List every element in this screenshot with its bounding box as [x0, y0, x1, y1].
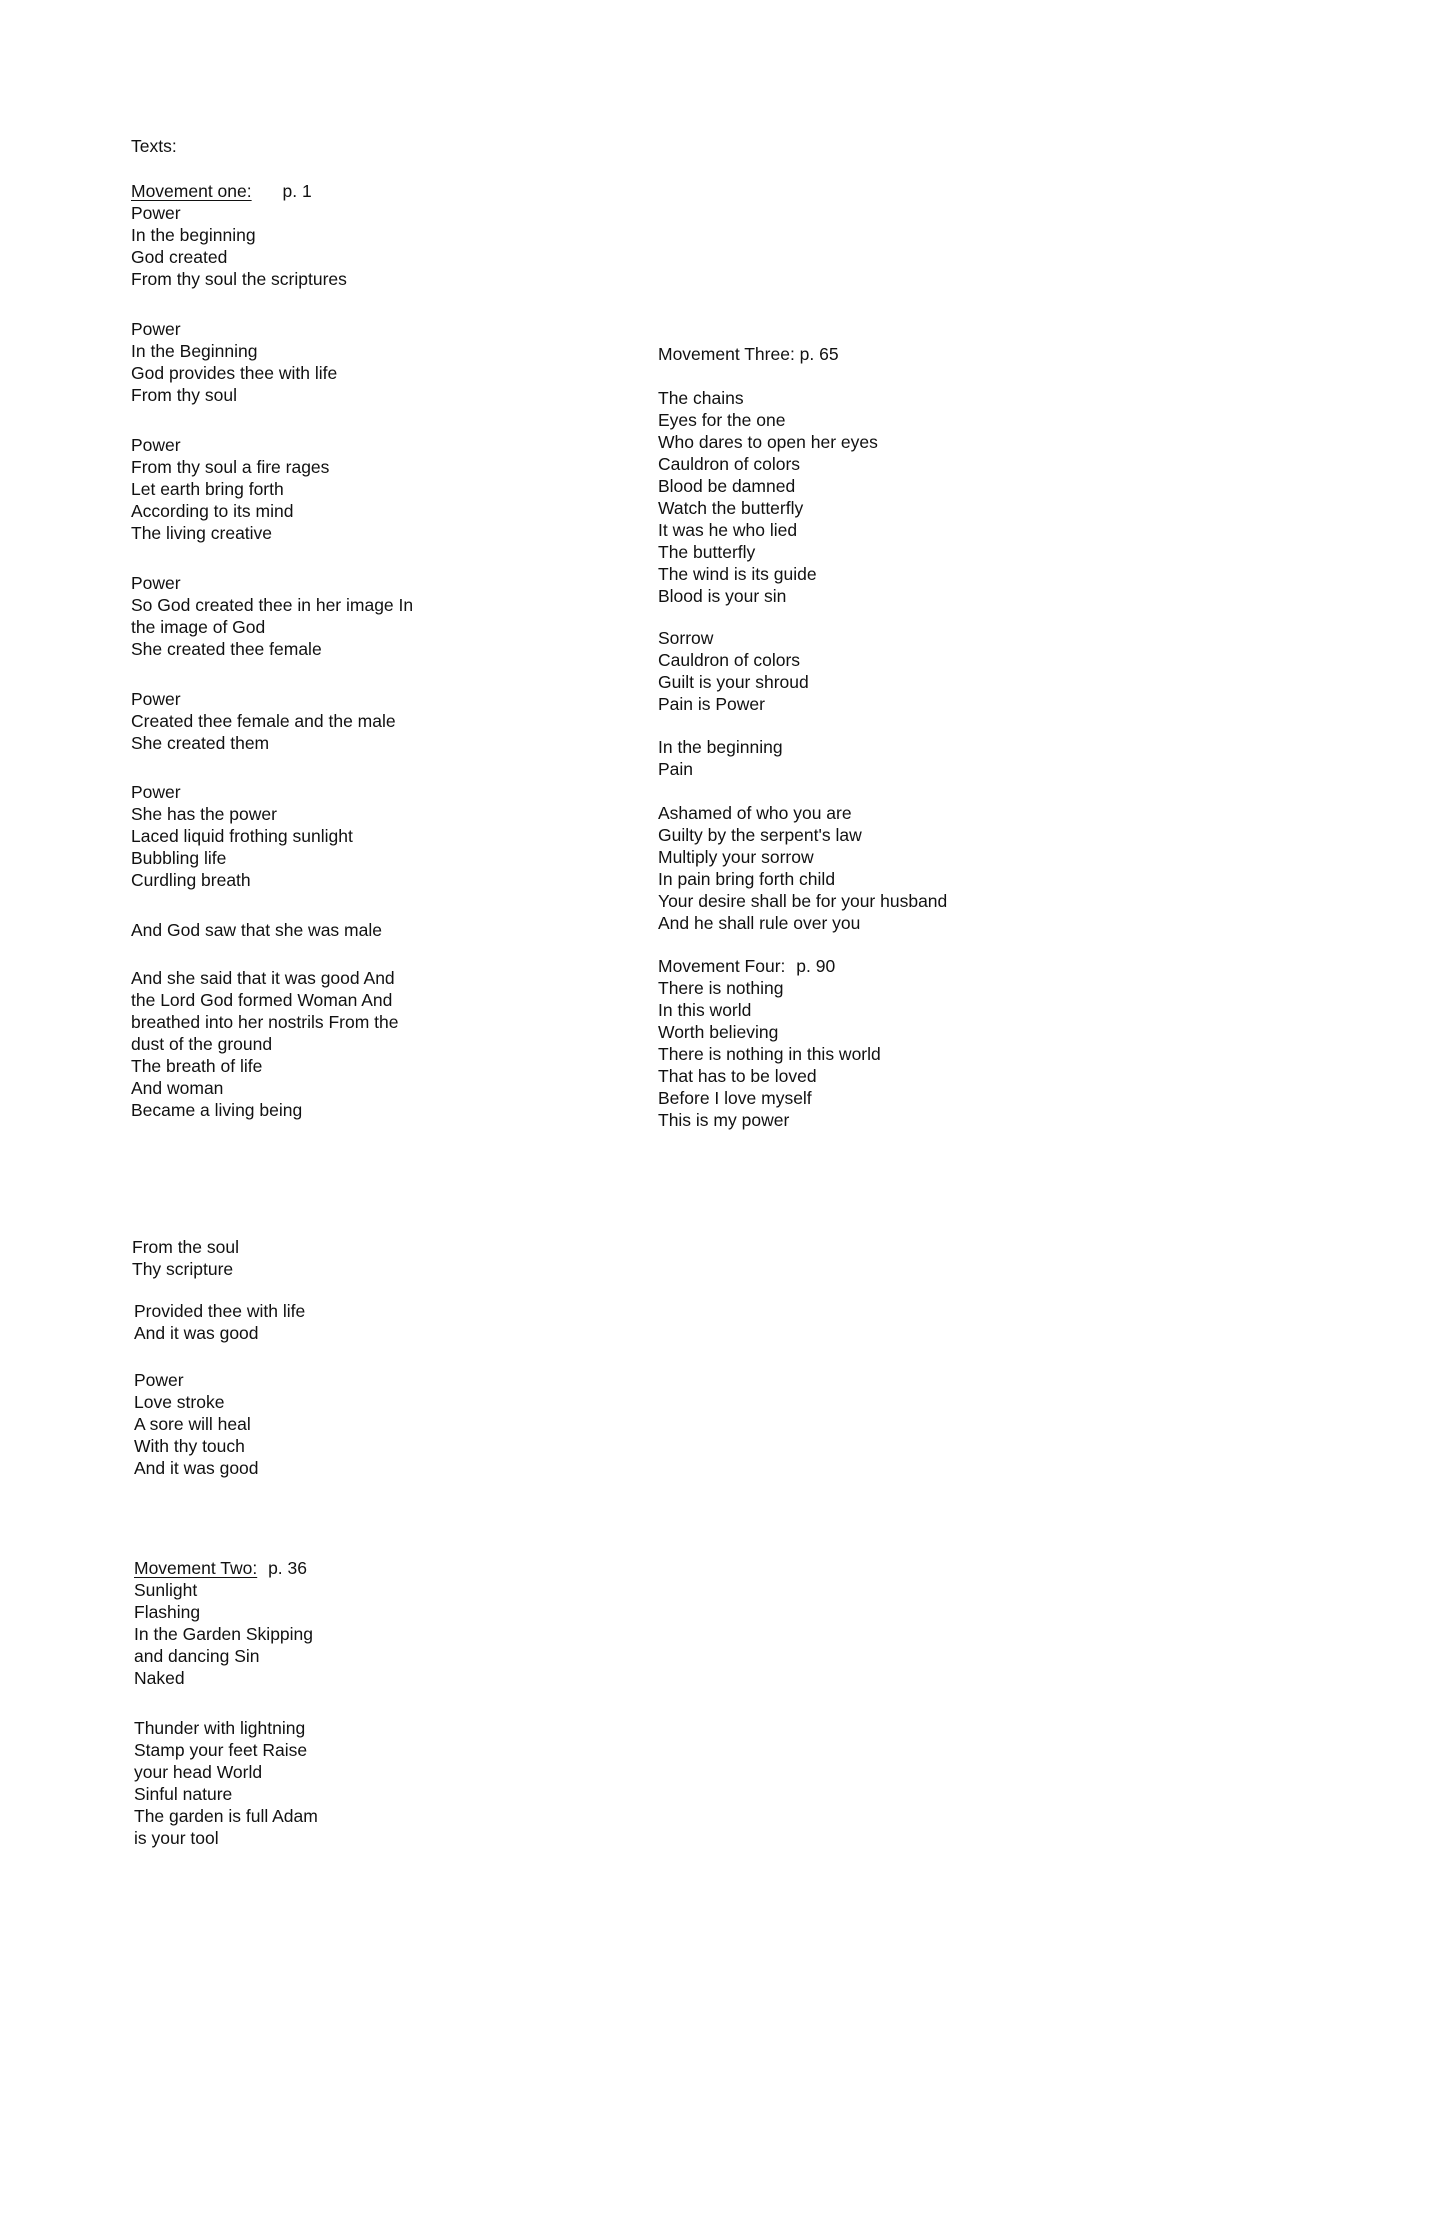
poem-line: Multiply your sorrow	[658, 847, 814, 867]
poem-line: She has the power	[131, 804, 277, 824]
poem-line: the Lord God formed Woman And	[131, 990, 393, 1010]
poem-line: Eyes for the one	[658, 410, 786, 430]
poem-line: With thy touch	[134, 1436, 245, 1456]
poem-line: Curdling breath	[131, 870, 251, 890]
poem-line: The butterfly	[658, 542, 756, 562]
poem-line: the image of God	[131, 617, 266, 637]
poem-line: Pain is Power	[658, 694, 765, 714]
movement-four-section	[658, 955, 881, 1131]
texts-label	[131, 135, 177, 157]
movement-one-page: p. 1	[282, 181, 312, 201]
poem-line: Let earth bring forth	[131, 479, 284, 499]
poem-line: That has to be loved	[658, 1066, 817, 1086]
poem-line: Power	[131, 573, 181, 593]
poem-line: From thy soul	[131, 385, 237, 405]
stanza	[134, 1369, 259, 1479]
stanza	[134, 1300, 305, 1344]
poem-line: your head World	[134, 1762, 263, 1782]
movement-four-page: p. 90	[796, 956, 836, 976]
movement-one-heading	[131, 180, 312, 202]
poem-line: Pain	[658, 759, 694, 779]
poem-line: She created them	[131, 733, 270, 753]
stanza	[131, 434, 329, 544]
poem-line: The chains	[658, 388, 744, 408]
poem-line: She created thee female	[131, 639, 322, 659]
poem-line: And he shall rule over you	[658, 913, 861, 933]
movement-three-title: Movement Three: p. 65	[658, 344, 839, 364]
poem-line: Thunder with lightning	[134, 1718, 306, 1738]
texts-label-text: Texts:	[131, 136, 177, 156]
poem-line: Sorrow	[658, 628, 714, 648]
poem-line: There is nothing	[658, 978, 784, 998]
poem-line: In the Garden Skipping	[134, 1624, 314, 1644]
poem-line: Provided thee with life	[134, 1301, 306, 1321]
poem-line: Power	[131, 203, 181, 223]
poem-line: In the beginning	[658, 737, 783, 757]
poem-line: Your desire shall be for your husband	[658, 891, 948, 911]
poem-line: Watch the butterfly	[658, 498, 804, 518]
poem-line: Guilty by the serpent's law	[658, 825, 862, 845]
poem-line: Laced liquid frothing sunlight	[131, 826, 353, 846]
poem-line: is your tool	[134, 1828, 219, 1848]
stanza	[131, 318, 337, 406]
movement-two-title: Movement Two:	[134, 1558, 258, 1578]
poem-line: Stamp your feet Raise	[134, 1740, 308, 1760]
poem-line: So God created thee in her image In	[131, 595, 414, 615]
poem-line: From thy soul a fire rages	[131, 457, 330, 477]
stanza	[131, 202, 347, 290]
poem-line: Before I love myself	[658, 1088, 812, 1108]
poem-line: Power	[131, 782, 181, 802]
poem-line: The wind is its guide	[658, 564, 817, 584]
poem-line: Flashing	[134, 1602, 201, 1622]
stanza	[658, 802, 947, 934]
stanza	[658, 627, 809, 715]
poem-line: From thy soul the scriptures	[131, 269, 347, 289]
poem-line: Blood is your sin	[658, 586, 787, 606]
poem-line: Love stroke	[134, 1392, 225, 1412]
poem-line: In this world	[658, 1000, 752, 1020]
stanza	[131, 572, 413, 660]
poem-line: Worth believing	[658, 1022, 779, 1042]
poem-line: The living creative	[131, 523, 273, 543]
movement-one-title: Movement one:	[131, 181, 252, 201]
stanza	[134, 1717, 318, 1849]
poem-line: Cauldron of colors	[658, 454, 801, 474]
poem-line: And God saw that she was male	[131, 920, 382, 940]
poem-line: From the soul	[132, 1237, 239, 1257]
movement-four-title: Movement Four:	[658, 956, 786, 976]
poem-line: Sinful nature	[134, 1784, 233, 1804]
poem-line: Cauldron of colors	[658, 650, 801, 670]
poem-line: And woman	[131, 1078, 224, 1098]
stanza	[132, 1236, 239, 1280]
movement-two-heading	[134, 1557, 307, 1579]
poem-line: Created thee female and the male	[131, 711, 396, 731]
poem-line: God created	[131, 247, 228, 267]
poem-line: In the Beginning	[131, 341, 258, 361]
poem-line: Naked	[134, 1668, 185, 1688]
poem-line: and dancing Sin	[134, 1646, 260, 1666]
poem-line: Power	[131, 319, 181, 339]
poem-line: And she said that it was good And	[131, 968, 395, 988]
poem-line: This is my power	[658, 1110, 790, 1130]
poem-line: Who dares to open her eyes	[658, 432, 878, 452]
poem-line: dust of the ground	[131, 1034, 273, 1054]
stanza	[131, 688, 396, 754]
poem-line: A sore will heal	[134, 1414, 251, 1434]
movement-two-page: p. 36	[268, 1558, 308, 1578]
poem-line: Power	[131, 435, 181, 455]
poem-line: God provides thee with life	[131, 363, 338, 383]
stanza	[134, 1579, 313, 1689]
poem-line: In the beginning	[131, 225, 256, 245]
poem-line: The garden is full Adam	[134, 1806, 318, 1826]
poem-line: And it was good	[134, 1323, 259, 1343]
stanza	[658, 736, 783, 780]
poem-line: In pain bring forth child	[658, 869, 836, 889]
poem-line: breathed into her nostrils From the	[131, 1012, 399, 1032]
movement-three-heading	[658, 343, 839, 365]
poem-line: Blood be damned	[658, 476, 796, 496]
stanza	[131, 919, 382, 941]
poem-line: Guilt is your shroud	[658, 672, 809, 692]
poem-line: Thy scripture	[132, 1259, 234, 1279]
poem-line: It was he who lied	[658, 520, 798, 540]
stanza	[131, 967, 399, 1121]
poem-line: Became a living being	[131, 1100, 303, 1120]
poem-line: Bubbling life	[131, 848, 227, 868]
poem-line: The breath of life	[131, 1056, 263, 1076]
poem-line: Power	[131, 689, 181, 709]
stanza	[658, 387, 878, 607]
poem-line: And it was good	[134, 1458, 259, 1478]
poem-line: Sunlight	[134, 1580, 198, 1600]
poem-line: Power	[134, 1370, 184, 1390]
poem-line: According to its mind	[131, 501, 294, 521]
poem-line: There is nothing in this world	[658, 1044, 881, 1064]
poem-line: Ashamed of who you are	[658, 803, 852, 823]
stanza	[131, 781, 353, 891]
